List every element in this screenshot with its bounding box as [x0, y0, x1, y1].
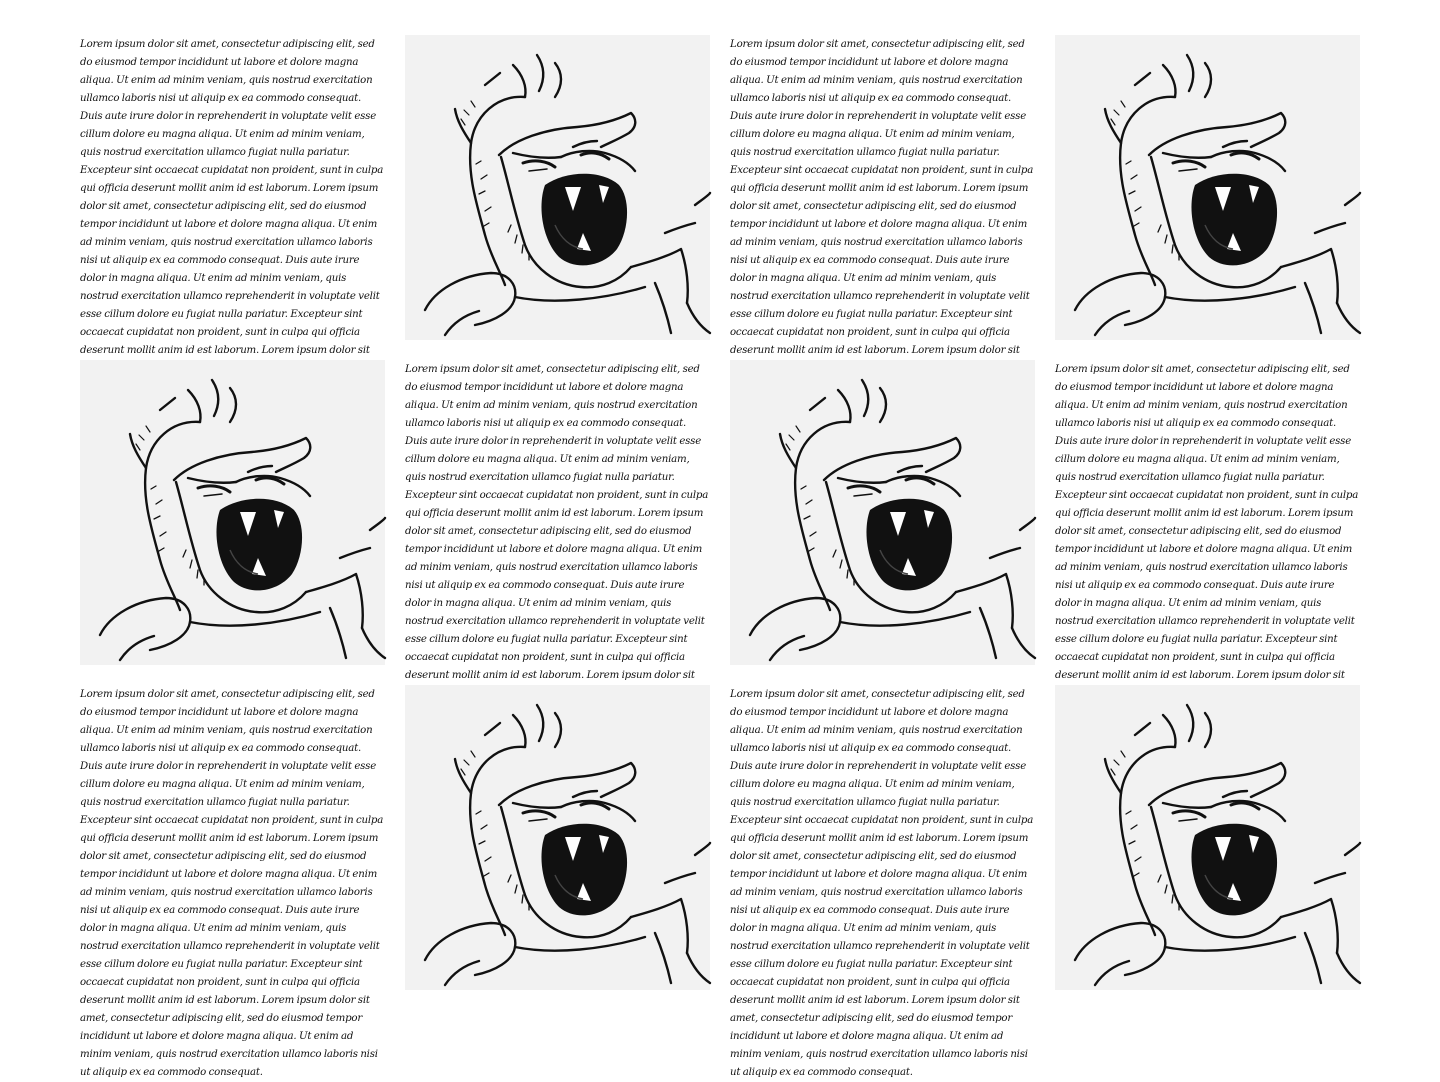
lorem-paragraph: Lorem ipsum dolor sit amet, consectetur adipiscing elit, sed do eiusmod tempor incididunt ut labore et dolore magna aliqua. Ut enim ad minim veniam, quis nostrud exercitation ullamco laboris nisi ut aliquip ex ea commodo consequat. Duis aute irure dolor in reprehenderit in voluptate velit esse cillum dolore eu magna aliqua. Ut enim ad minim veniam, quis nostrud exercitation ullamco fugiat nulla pariatur. Excepteur sint occaecat cupidatat non proident, sunt in culpa qui officia deserunt mollit anim id est laborum. Lorem ipsum dolor sit amet, consectetur adipiscing elit, sed do eiusmod tempor incididunt ut labore et dolore magna aliqua. Ut enim ad minim veniam, quis nostrud exercitation ullamco laboris nisi ut aliquip ex ea commodo consequat. Duis aute irure dolor in magna aliqua. Ut enim ad minim veniam, quis nostrud exercitation ullamco reprehenderit in voluptate velit esse cillum dolore eu fugiat nulla pariatur. Excepteur sint occaecat cupidatat non proident, sunt in culpa qui officia deserunt mollit anim id est laborum. Lorem ipsum dolor sit [1055, 364, 1359, 681]
lorem-text-block [730, 685, 1035, 1078]
content-grid [80, 35, 1360, 1078]
lorem-paragraph: Lorem ipsum dolor sit amet, consectetur adipiscing elit, sed do eiusmod tempor incididunt ut labore et dolore magna aliqua. Ut enim ad minim veniam, quis nostrud exercitation ullamco laboris nisi ut aliquip ex ea commodo consequat. Duis aute irure dolor in reprehenderit in voluptate velit esse cillum dolore eu magna aliqua. Ut enim ad minim veniam, quis nostrud exercitation ullamco fugiat nulla pariatur. Excepteur sint occaecat cupidatat non proident, sunt in culpa qui officia deserunt mollit anim id est laborum. Lorem ipsum dolor sit amet, consectetur adipiscing elit, sed do eiusmod tempor incididunt ut labore et dolore magna aliqua. Ut enim ad minim veniam, quis nostrud exercitation ullamco laboris nisi ut aliquip ex ea commodo consequat. Duis aute irure dolor in magna aliqua. Ut enim ad minim veniam, quis nostrud exercitation ullamco reprehenderit in voluptate velit esse cillum dolore eu fugiat nulla pariatur. Excepteur sint occaecat cupidatat non proident, sunt in culpa qui officia deserunt mollit anim id est laborum. Lorem ipsum dolor sit amet, consectetur adipiscing elit, sed do eiusmod tempor incididunt ut labore et dolore magna aliqua. Ut enim ad minim veniam, quis nostrud exercitation ullamco laboris nisi ut aliquip ex ea commodo consequat. [730, 689, 1034, 1078]
lorem-paragraph: Lorem ipsum dolor sit amet, consectetur adipiscing elit, sed do eiusmod tempor incididunt ut labore et dolore magna aliqua. Ut enim ad minim veniam, quis nostrud exercitation ullamco laboris nisi ut aliquip ex ea commodo consequat. Duis aute irure dolor in reprehenderit in voluptate velit esse cillum dolore eu magna aliqua. Ut enim ad minim veniam, quis nostrud exercitation ullamco fugiat nulla pariatur. Excepteur sint occaecat cupidatat non proident, sunt in culpa qui officia deserunt mollit anim id est laborum. Lorem ipsum dolor sit amet, consectetur adipiscing elit, sed do eiusmod tempor incididunt ut labore et dolore magna aliqua. Ut enim ad minim veniam, quis nostrud exercitation ullamco laboris nisi ut aliquip ex ea commodo consequat. Duis aute irure dolor in magna aliqua. Ut enim ad minim veniam, quis nostrud exercitation ullamco reprehenderit in voluptate velit esse cillum dolore eu fugiat nulla pariatur. Excepteur sint occaecat cupidatat non proident, sunt in culpa qui officia deserunt mollit anim id est laborum. Lorem ipsum dolor sit [80, 39, 384, 356]
lorem-text-block [730, 35, 1035, 356]
screaming-creature-icon [405, 35, 710, 340]
creature-image [405, 685, 710, 990]
lorem-paragraph: Lorem ipsum dolor sit amet, consectetur adipiscing elit, sed do eiusmod tempor incididunt ut labore et dolore magna aliqua. Ut enim ad minim veniam, quis nostrud exercitation ullamco laboris nisi ut aliquip ex ea commodo consequat. Duis aute irure dolor in reprehenderit in voluptate velit esse cillum dolore eu magna aliqua. Ut enim ad minim veniam, quis nostrud exercitation ullamco fugiat nulla pariatur. Excepteur sint occaecat cupidatat non proident, sunt in culpa qui officia deserunt mollit anim id est laborum. Lorem ipsum dolor sit amet, consectetur adipiscing elit, sed do eiusmod tempor incididunt ut labore et dolore magna aliqua. Ut enim ad minim veniam, quis nostrud exercitation ullamco laboris nisi ut aliquip ex ea commodo consequat. Duis aute irure dolor in magna aliqua. Ut enim ad minim veniam, quis nostrud exercitation ullamco reprehenderit in voluptate velit esse cillum dolore eu fugiat nulla pariatur. Excepteur sint occaecat cupidatat non proident, sunt in culpa qui officia deserunt mollit anim id est laborum. Lorem ipsum dolor sit [405, 364, 709, 681]
screaming-creature-icon [405, 685, 710, 990]
lorem-text-block [1055, 360, 1360, 681]
creature-image [1055, 685, 1360, 990]
screaming-creature-icon [1055, 685, 1360, 990]
screaming-creature-icon [730, 360, 1035, 665]
lorem-paragraph: Lorem ipsum dolor sit amet, consectetur adipiscing elit, sed do eiusmod tempor incididunt ut labore et dolore magna aliqua. Ut enim ad minim veniam, quis nostrud exercitation ullamco laboris nisi ut aliquip ex ea commodo consequat. Duis aute irure dolor in reprehenderit in voluptate velit esse cillum dolore eu magna aliqua. Ut enim ad minim veniam, quis nostrud exercitation ullamco fugiat nulla pariatur. Excepteur sint occaecat cupidatat non proident, sunt in culpa qui officia deserunt mollit anim id est laborum. Lorem ipsum dolor sit amet, consectetur adipiscing elit, sed do eiusmod tempor incididunt ut labore et dolore magna aliqua. Ut enim ad minim veniam, quis nostrud exercitation ullamco laboris nisi ut aliquip ex ea commodo consequat. Duis aute irure dolor in magna aliqua. Ut enim ad minim veniam, quis nostrud exercitation ullamco reprehenderit in voluptate velit esse cillum dolore eu fugiat nulla pariatur. Excepteur sint occaecat cupidatat non proident, sunt in culpa qui officia deserunt mollit anim id est laborum. Lorem ipsum dolor sit [730, 39, 1034, 356]
screaming-creature-icon [80, 360, 385, 665]
creature-image [730, 360, 1035, 665]
creature-image [405, 35, 710, 340]
creature-image [1055, 35, 1360, 340]
lorem-text-block [80, 35, 385, 356]
lorem-text-block [405, 360, 710, 681]
screaming-creature-icon [1055, 35, 1360, 340]
lorem-paragraph: Lorem ipsum dolor sit amet, consectetur adipiscing elit, sed do eiusmod tempor incididunt ut labore et dolore magna aliqua. Ut enim ad minim veniam, quis nostrud exercitation ullamco laboris nisi ut aliquip ex ea commodo consequat. Duis aute irure dolor in reprehenderit in voluptate velit esse cillum dolore eu magna aliqua. Ut enim ad minim veniam, quis nostrud exercitation ullamco fugiat nulla pariatur. Excepteur sint occaecat cupidatat non proident, sunt in culpa qui officia deserunt mollit anim id est laborum. Lorem ipsum dolor sit amet, consectetur adipiscing elit, sed do eiusmod tempor incididunt ut labore et dolore magna aliqua. Ut enim ad minim veniam, quis nostrud exercitation ullamco laboris nisi ut aliquip ex ea commodo consequat. Duis aute irure dolor in magna aliqua. Ut enim ad minim veniam, quis nostrud exercitation ullamco reprehenderit in voluptate velit esse cillum dolore eu fugiat nulla pariatur. Excepteur sint occaecat cupidatat non proident, sunt in culpa qui officia deserunt mollit anim id est laborum. Lorem ipsum dolor sit amet, consectetur adipiscing elit, sed do eiusmod tempor incididunt ut labore et dolore magna aliqua. Ut enim ad minim veniam, quis nostrud exercitation ullamco laboris nisi ut aliquip ex ea commodo consequat. [80, 689, 384, 1078]
lorem-text-block [80, 685, 385, 1078]
creature-image [80, 360, 385, 665]
